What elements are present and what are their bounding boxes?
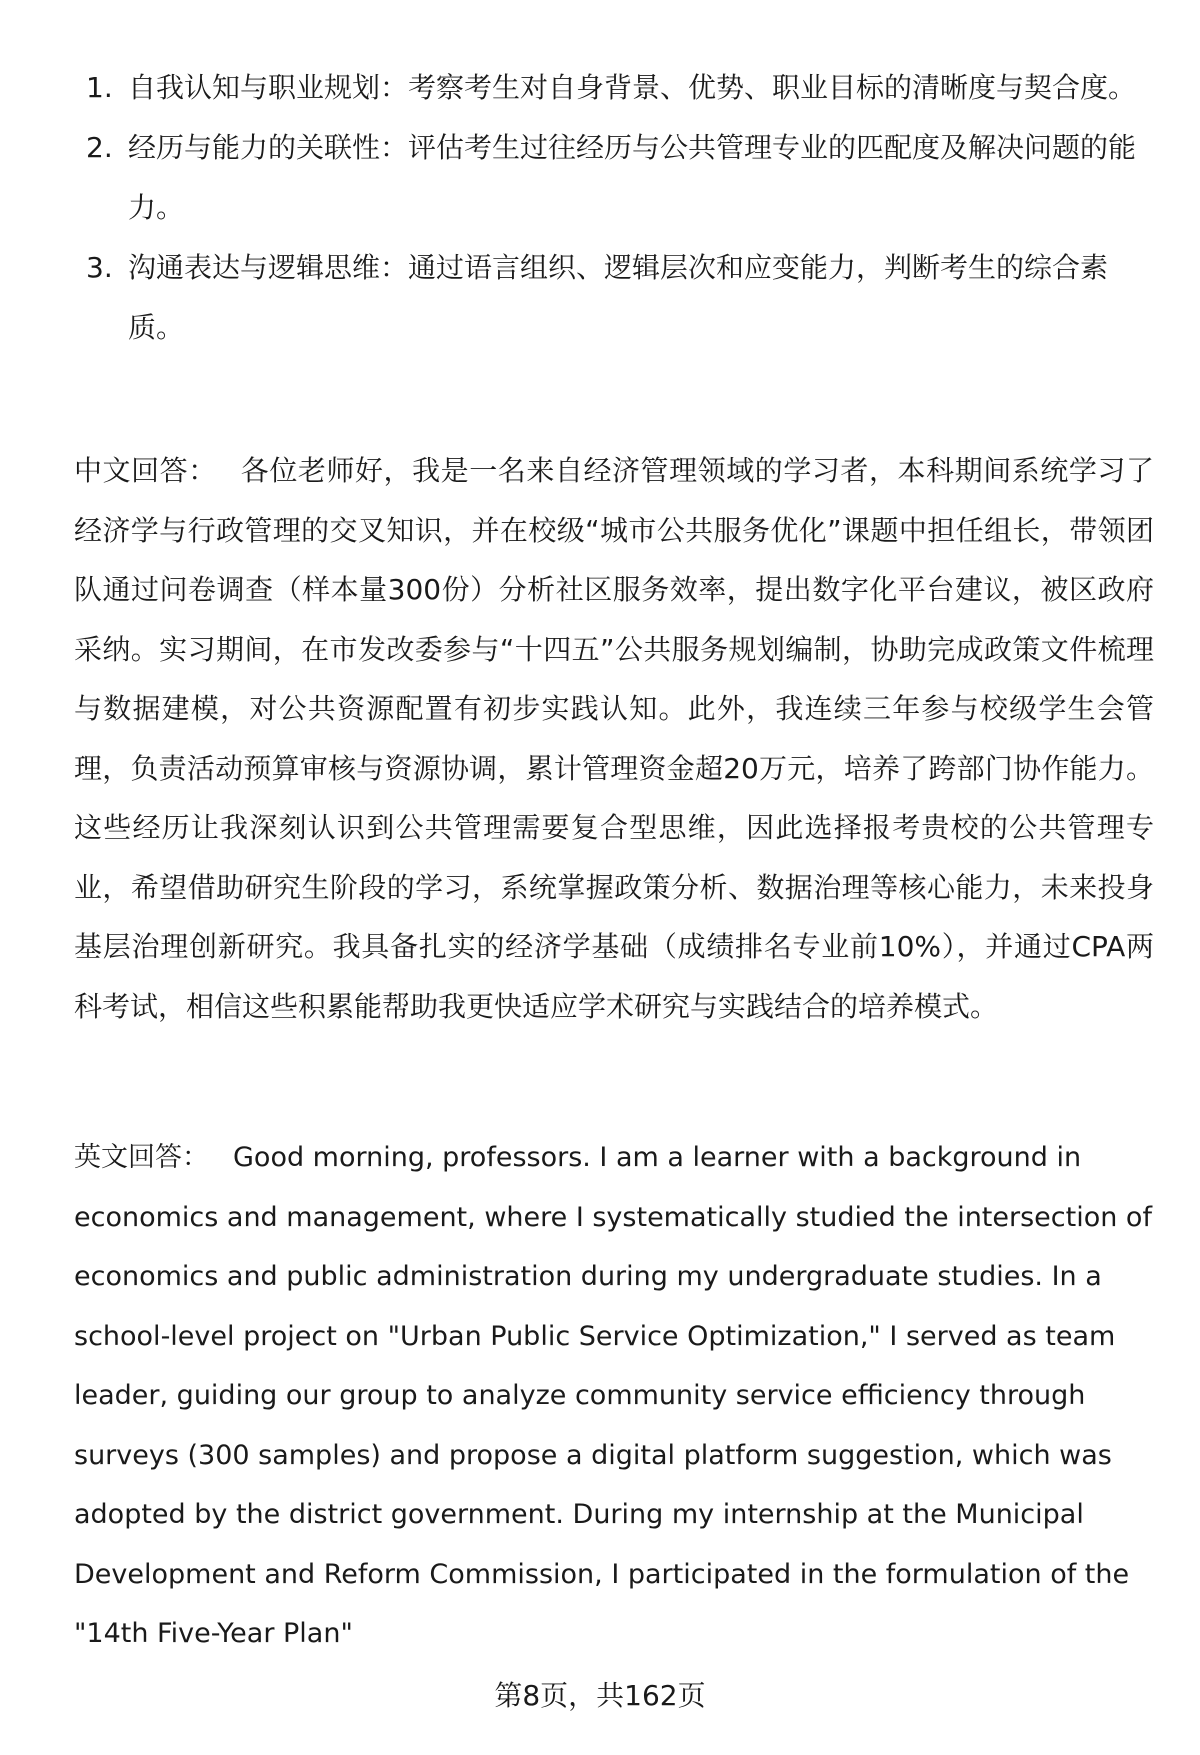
criteria-item <box>74 238 1154 358</box>
evaluation-criteria-list <box>74 58 1154 358</box>
criteria-item <box>74 58 1154 118</box>
criteria-text: 自我认知与职业规划：考察考生对自身背景、优势、职业目标的清晰度与契合度。 <box>128 71 1137 104</box>
criteria-item <box>74 118 1154 238</box>
chinese-answer-text: 各位老师好，我是一名来自经济管理领域的学习者，本科期间系统学习了经济学与行政管理的交叉知识，并在校级“城市公共服务优化”课题中担任组长，带领团队通过问卷调查（样本量300份）分析社区服务效率，提出数字化平台建议，被区政府采纳。实习期间，在市发改委参与“十四五”公共服务规划编制，协助完成政策文件梳理与数据建模，对公共资源配置有初步实践认知。此外，我连续三年参与校级学生会管理，负责活动预算审核与资源协调，累计管理资金超20万元，培养了跨部门协作能力。这些经历让我深刻认识到公共管理需要复合型思维，因此选择报考贵校的公共管理专业，希望借助研究生阶段的学习，系统掌握政策分析、数据治理等核心能力，未来投身基层治理创新研究。我具备扎实的经济学基础（成绩排名专业前10%），并通过CPA两科考试，相信这些积累能帮助我更快适应学术研究与实践结合的培养模式。 <box>74 454 1154 1023</box>
criteria-number: 2. <box>86 131 113 164</box>
chinese-answer-paragraph <box>74 441 1154 1036</box>
criteria-text: 沟通表达与逻辑思维：通过语言组织、逻辑层次和应变能力，判断考生的综合素质。 <box>128 251 1109 344</box>
chinese-answer-label: 中文回答： <box>74 454 217 487</box>
criteria-text: 经历与能力的关联性：评估考生过往经历与公共管理专业的匹配度及解决问题的能力。 <box>128 131 1137 224</box>
page-number-footer: 第8页，共162页 <box>494 1679 706 1712</box>
english-answer-paragraph <box>74 1128 1154 1664</box>
english-answer-text: Good morning, professors. I am a learner with a background in economics and management, where I systematically studied the intersection of economics and public administration during my undergraduate studies. In a school-level project on "Urban Public Service Optimization," I served as team leader, guiding our group to analyze community service efficiency through surveys (300 samples) and propose a digital platform suggestion, which was adopted by the district government. During my internship at the Municipal Development and Reform Commission, I participated in the formulation of the "14th Five-Year Plan" <box>74 1142 1152 1649</box>
english-answer-label: 英文回答： <box>74 1142 209 1173</box>
criteria-number: 1. <box>86 71 113 104</box>
criteria-number: 3. <box>86 251 113 284</box>
